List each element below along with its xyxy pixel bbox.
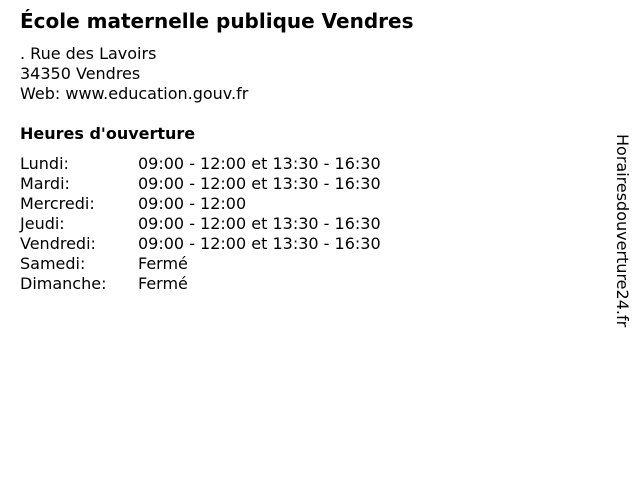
time-value: 09:00 - 12:00 et 13:30 - 16:30 — [138, 154, 381, 173]
time-value: 09:00 - 12:00 — [138, 194, 247, 213]
day-label: Mercredi: — [20, 194, 95, 213]
day-label: Jeudi: — [20, 214, 65, 233]
page-title: École maternelle publique Vendres — [20, 9, 414, 33]
day-label: Dimanche: — [20, 274, 107, 293]
street-address: . Rue des Lavoirs — [20, 44, 157, 63]
day-label: Samedi: — [20, 254, 86, 273]
hours-heading: Heures d'ouverture — [20, 124, 196, 143]
time-value: Fermé — [138, 254, 188, 273]
site-brand-watermark: Horairesdouverture24.fr — [613, 134, 632, 328]
time-value: 09:00 - 12:00 et 13:30 - 16:30 — [138, 214, 381, 233]
address-block — [20, 44, 248, 104]
day-label: Lundi: — [20, 154, 69, 173]
city-address: 34350 Vendres — [20, 64, 141, 83]
day-label: Vendredi: — [20, 234, 96, 253]
time-value: 09:00 - 12:00 et 13:30 - 16:30 — [138, 234, 381, 253]
day-label: Mardi: — [20, 174, 70, 193]
website-link[interactable]: Web: www.education.gouv.fr — [20, 84, 249, 103]
time-value: Fermé — [138, 274, 188, 293]
time-value: 09:00 - 12:00 et 13:30 - 16:30 — [138, 174, 381, 193]
